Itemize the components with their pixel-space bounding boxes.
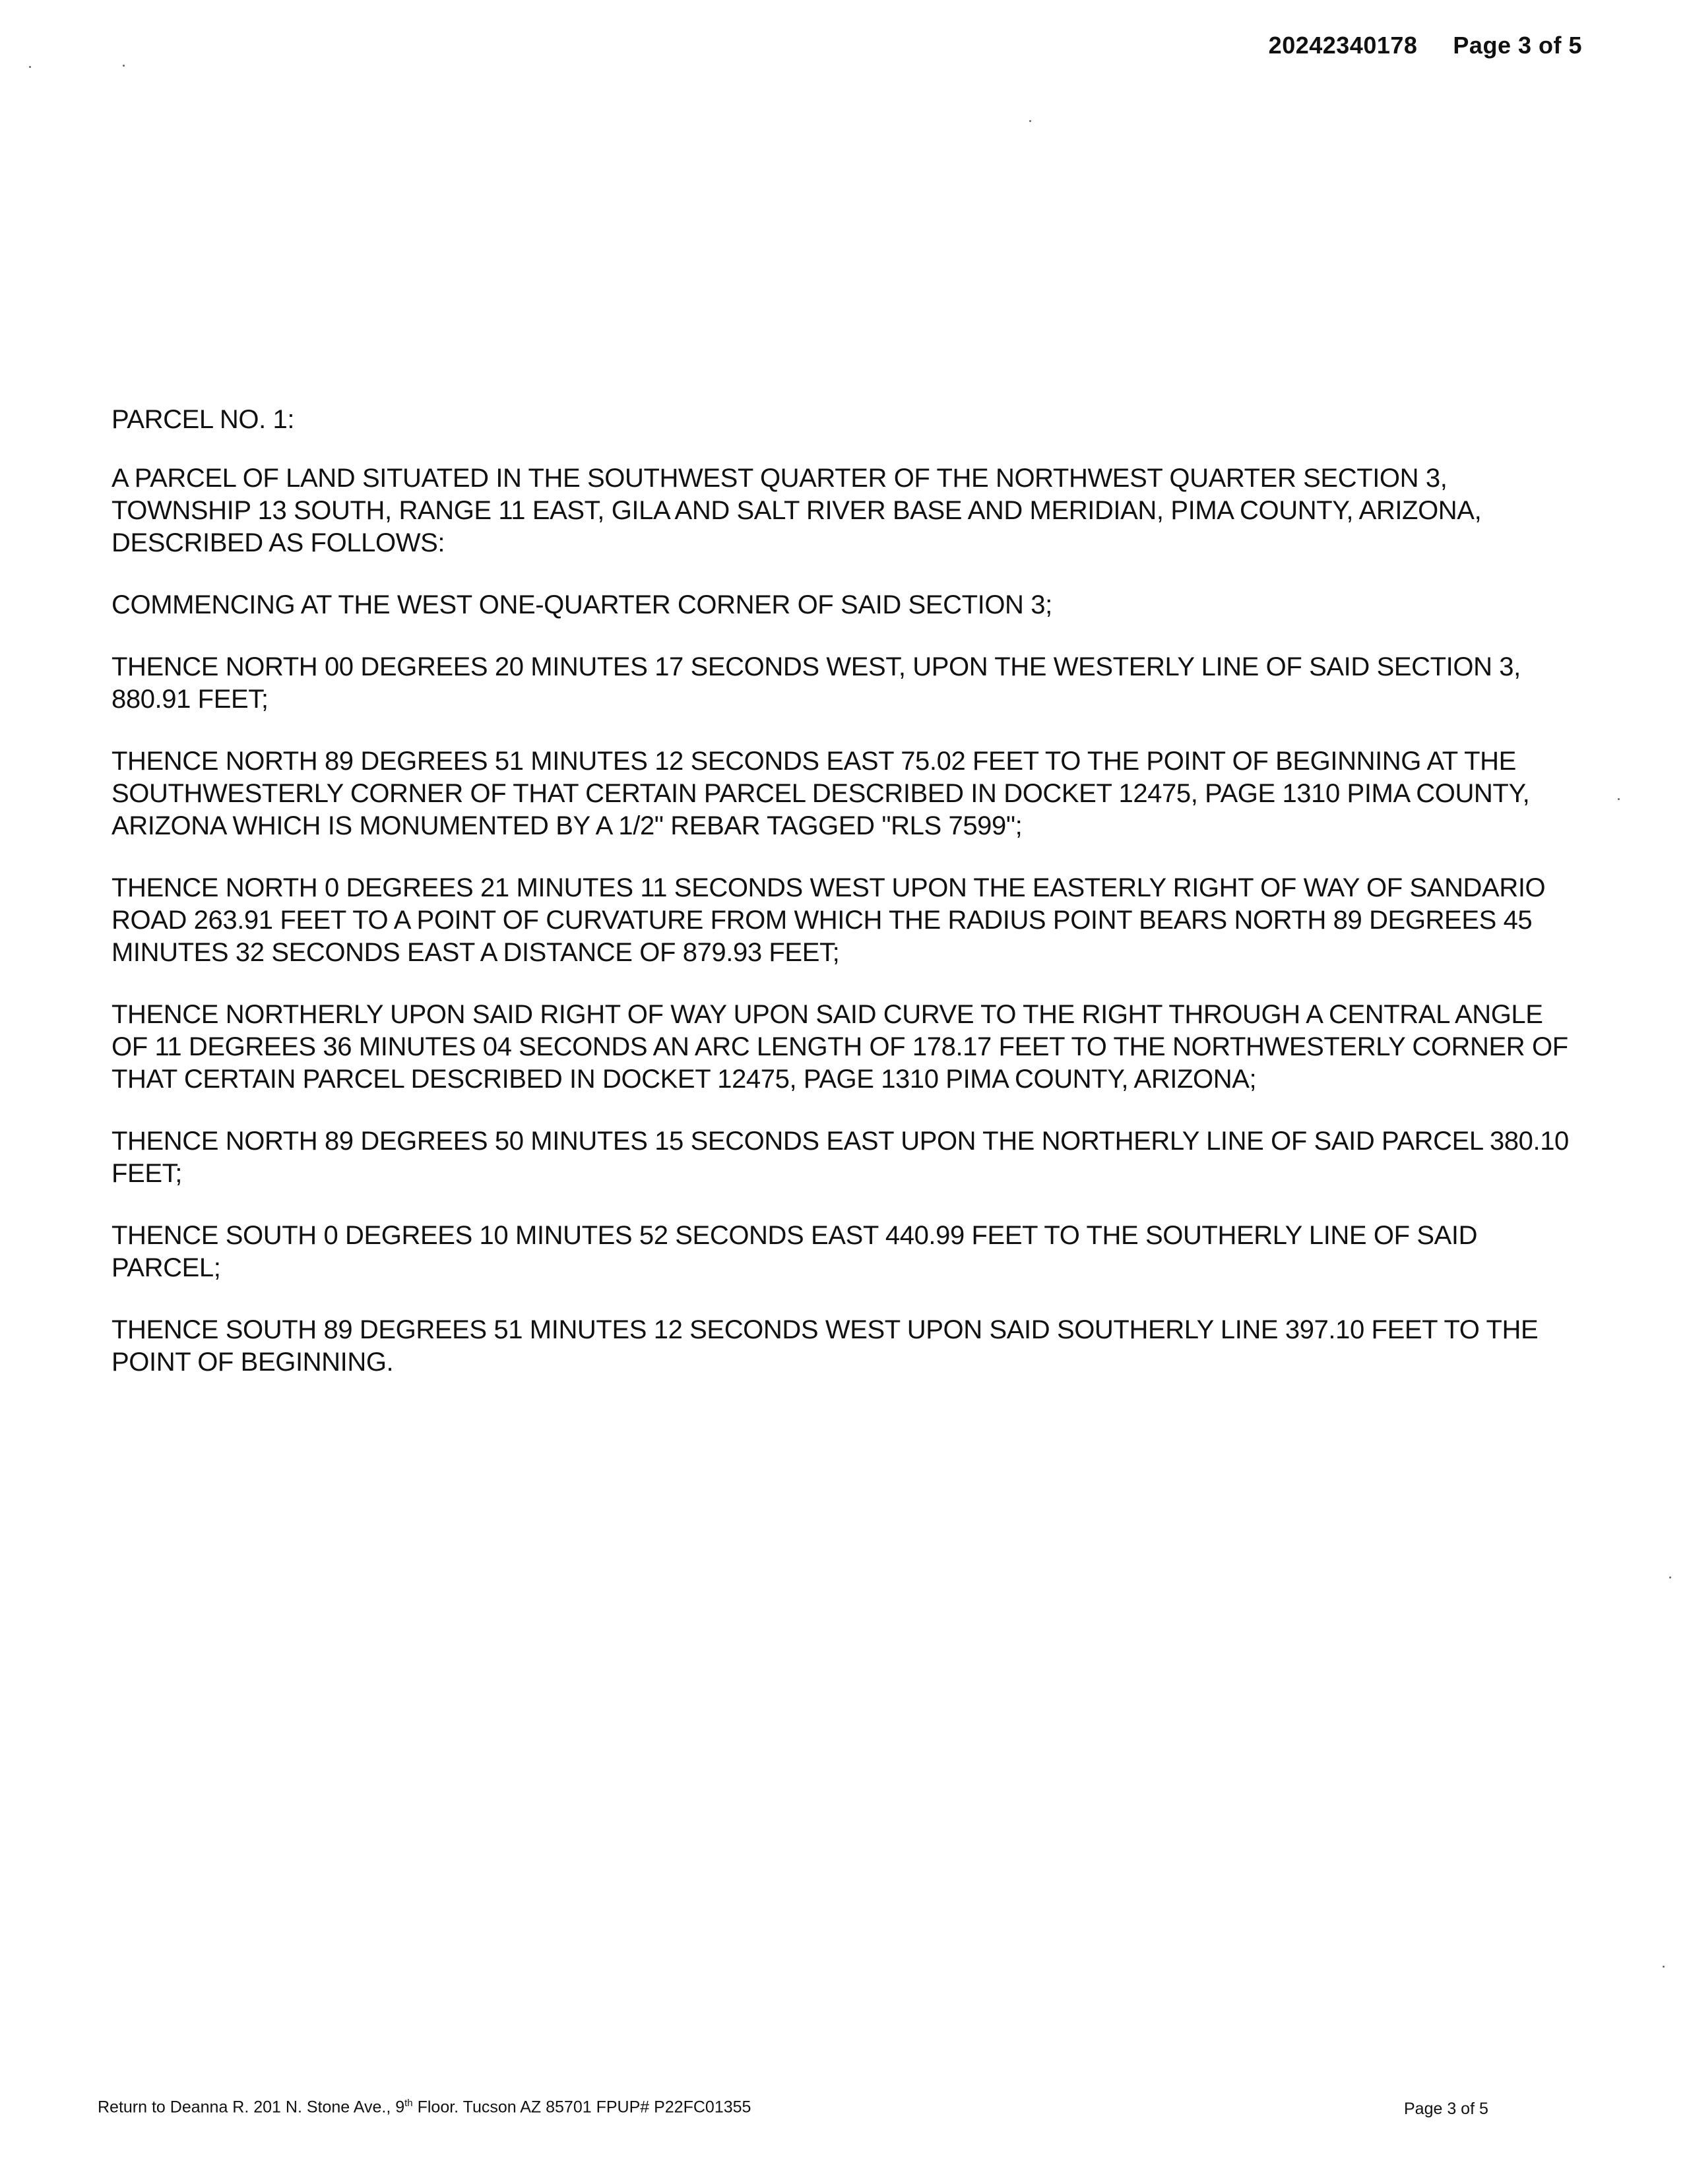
- return-address-suffix: Floor. Tucson AZ 85701 FPUP# P22FC01355: [412, 2098, 751, 2117]
- paragraph-course-1: THENCE NORTH 00 DEGREES 20 MINUTES 17 SECONDS WEST, UPON THE WESTERLY LINE OF SAID SECTION 3, 880.91 FEET;: [111, 652, 1521, 714]
- paragraph-course-4: THENCE NORTHERLY UPON SAID RIGHT OF WAY UPON SAID CURVE TO THE RIGHT THROUGH A CENTRAL ANGLE OF 11 DEGREES 36 MINUTES 04 SECONDS AN ARC LENGTH OF 178.17 FEET TO THE NORTHWESTERLY CORNER OF THAT CERTAIN PARCEL DESCRIBED IN DOCKET 12475, PAGE 1310 PIMA COUNTY, ARIZONA;: [111, 1000, 1568, 1094]
- parcel-heading: PARCEL NO. 1:: [111, 405, 295, 434]
- page-header: [1269, 32, 1582, 59]
- return-address-prefix: Return to Deanna R. 201 N. Stone Ave., 9: [98, 2098, 405, 2117]
- header-page-label: Page 3 of 5: [1453, 32, 1582, 59]
- paragraph-course-7: THENCE SOUTH 89 DEGREES 51 MINUTES 12 SECONDS WEST UPON SAID SOUTHERLY LINE 397.10 FEET TO THE POINT OF BEGINNING.: [111, 1315, 1539, 1377]
- paragraph-course-2: THENCE NORTH 89 DEGREES 51 MINUTES 12 SECONDS EAST 75.02 FEET TO THE POINT OF BEGINNING AT THE SOUTHWESTERLY CORNER OF THAT CERTAIN PARCEL DESCRIBED IN DOCKET 12475, PAGE 1310 PIMA COUNTY, ARIZONA WHICH IS MONUMENTED BY A 1/2" REBAR TAGGED "RLS 7599";: [111, 747, 1530, 840]
- scan-speck: [123, 65, 125, 67]
- return-address-footer: [98, 2098, 751, 2117]
- scan-speck: [1669, 1576, 1671, 1578]
- document-number: 20242340178: [1268, 32, 1418, 59]
- legal-description: [111, 404, 1570, 1408]
- footer-page-label: Page 3 of 5: [1404, 2100, 1488, 2118]
- scan-speck: [29, 66, 31, 68]
- paragraph-course-3: THENCE NORTH 0 DEGREES 21 MINUTES 11 SECONDS WEST UPON THE EASTERLY RIGHT OF WAY OF SANDARIO ROAD 263.91 FEET TO A POINT OF CURVATURE FROM WHICH THE RADIUS POINT BEARS NORTH 89 DEGREES 45 MINUTES 32 SECONDS EAST A DISTANCE OF 879.93 FEET;: [111, 873, 1546, 967]
- scan-speck: [1029, 120, 1031, 122]
- paragraph-commencing: COMMENCING AT THE WEST ONE-QUARTER CORNER OF SAID SECTION 3;: [111, 590, 1052, 619]
- scan-speck: [1663, 1966, 1665, 1968]
- paragraph-course-6: THENCE SOUTH 0 DEGREES 10 MINUTES 52 SECONDS EAST 440.99 FEET TO THE SOUTHERLY LINE OF SAID PARCEL;: [111, 1221, 1478, 1282]
- paragraph-location: A PARCEL OF LAND SITUATED IN THE SOUTHWEST QUARTER OF THE NORTHWEST QUARTER SECTION 3, TOWNSHIP 13 SOUTH, RANGE 11 EAST, GILA AND SALT RIVER BASE AND MERIDIAN, PIMA COUNTY, ARIZONA, DESCRIBED AS FOLLOWS:: [111, 464, 1482, 557]
- scan-speck: [1618, 798, 1620, 800]
- paragraph-course-5: THENCE NORTH 89 DEGREES 50 MINUTES 15 SECONDS EAST UPON THE NORTHERLY LINE OF SAID PARCEL 380.10 FEET;: [111, 1127, 1569, 1188]
- return-address-sup: th: [404, 2098, 413, 2109]
